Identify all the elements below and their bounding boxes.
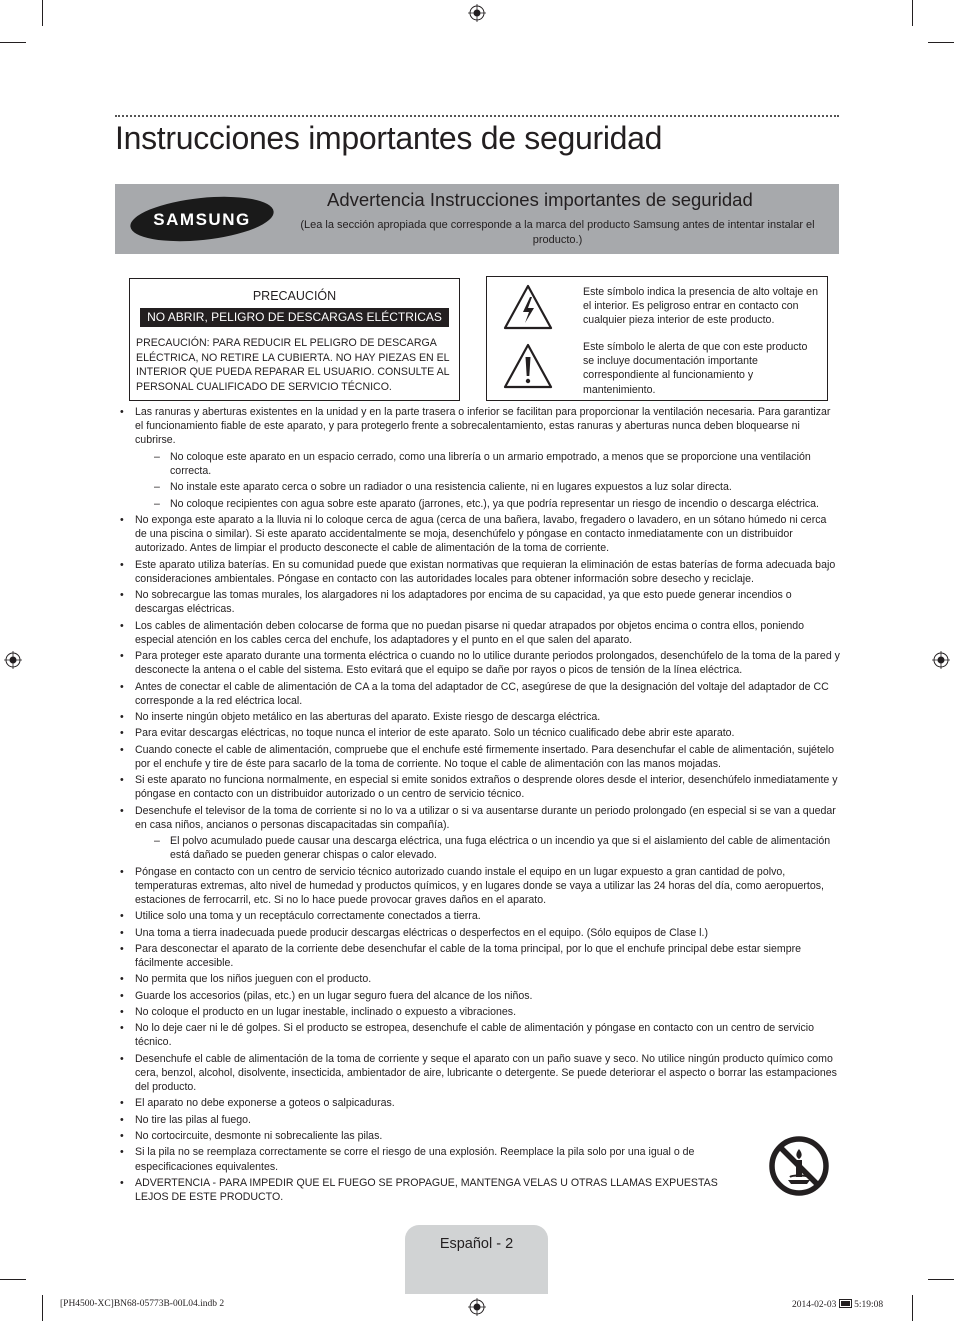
list-item: • Este aparato utiliza baterías. En su comunidad puede que existan normativas que requieran la eliminación de estas baterías de forma adecuada bajo consideraciones ambientales. Póngase en contacto con las autoridades locales para obtener información sobre desecho y reciclaje. [120,558,840,586]
list-item: • Antes de conectar el cable de alimentación de CA a la toma del adaptador de CC, asegúrese de que la designación del voltaje del adaptador de CC corresponde a la red eléctrica local. [120,680,840,708]
high-voltage-icon [503,284,553,330]
page-number-label: Español - 2 [439,1236,514,1252]
list-item: • Cuando conecte el cable de alimentación, compruebe que el enchufe esté firmemente insertado. Para desenchufar el cable de alimentación, sujételo por el enchufe y tire de éste para sacarlo de la toma de corriente. No toque el cable de alimentación con las manos mojadas. [120,743,840,771]
print-date: 2014-02-03 [792,1300,839,1310]
sub-list-item: – El polvo acumulado puede causar una descarga eléctrica, una fuga eléctrica o un incendio ya que si el aislamiento del cable de alimentación está dañado se pueden generar chispas o calor elevado. [135,834,840,862]
list-item: • Los cables de alimentación deben colocarse de forma que no puedan pisarse ni quedar atrapados por objetos encima o contra ellos, poniendo especial atención en los cables cerca del enchufe, los adaptadores y el punto en el que salen del aparato. [120,619,840,647]
page-title: Instrucciones importantes de seguridad [115,120,663,156]
caution-bar: NO ABRIR, PELIGRO DE DESCARGAS ELÉCTRICAS [140,308,449,327]
caution-box [129,278,460,401]
print-timestamp [792,1299,883,1310]
list-item: • No tire las pilas al fuego. [120,1113,840,1127]
symbol-text-voltage: Este símbolo indica la presencia de alto voltaje en el interior. Es peligroso entrar en contacto con cualquier pieza interior de este producto. [583,286,818,327]
list-item: • Si la pila no se reemplaza correctamente se corre el riesgo de una explosión. Reemplace la pila solo por una igual o de especificaciones equivalentes. [120,1145,745,1173]
list-item: • Desenchufe el cable de alimentación de la toma de corriente y seque el aparato con un paño suave y seco. No utilice ningún producto químico como cera, benzol, alcohol, disolvente, insecticida, ambientador de aire, lubricante o detergente. Se puede deteriorar el aspecto o borrar las estampaciones del producto. [120,1052,840,1095]
caution-text: PRECAUCIÓN: PARA REDUCIR EL PELIGRO DE DESCARGA ELÉCTRICA, NO RETIRE LA CUBIERTA. NO HAY PIEZAS EN EL INTERIOR QUE PUEDA REPARAR EL USUARIO. CONSULTE AL PERSONAL CUALIFICADO DE SERVICIO TÉCNICO. [136,337,450,393]
safety-list-container [120,405,840,1206]
list-item: • Una toma a tierra inadecuada puede producir descargas eléctricas o desperfectos en el equipo. (Sólo equipos de Clase l.) [120,926,840,940]
list-item: • Póngase en contacto con un centro de servicio técnico autorizado cuando instale el equipo en un lugar expuesto a gran cantidad de polvo, temperaturas extremas, alto nivel de humedad y productos químicos, y en lugares donde se vaya a utilizar las 24 horas del día, como aeropuertos, estaciones de ferrocarril, etc. Si no lo hace puede provocar graves daños en el aparato. [120,865,840,908]
list-item: • No inserte ningún objeto metálico en las aberturas del aparato. Existe riesgo de descarga eléctrica. [120,710,840,724]
registration-mark-icon [932,651,950,669]
caution-title: PRECAUCIÓN [252,289,337,303]
no-candle-icon [768,1135,830,1197]
crop-mark [912,1295,913,1321]
crop-mark [42,0,43,26]
list-item: • Para desconectar el aparato de la corriente debe desenchufar el cable de la toma principal, por lo que el enchufe principal debe estar siempre fácilmente accesible. [120,942,840,970]
list-item: • Para evitar descargas eléctricas, no toque nunca el interior de este aparato. Solo un técnico cualificado debe abrir este aparato. [120,726,840,740]
banner-title: Advertencia Instrucciones importantes de seguridad [327,189,753,210]
crop-mark [912,0,913,26]
sub-list-item: – No coloque recipientes con agua sobre este aparato (jarrones, etc.), ya que podría representar un riesgo de incendio o descarga eléctrica. [135,497,840,511]
list-item: • No coloque el producto en un lugar inestable, inclinado o expuesto a vibraciones. [120,1005,840,1019]
crop-mark [0,42,26,43]
sub-list-item: – No coloque este aparato en un espacio cerrado, como una librería o un armario empotrado, a menos que se proporcione una ventilación correcta. [135,450,840,478]
list-item: • No permita que los niños jueguen con el producto. [120,972,840,986]
list-item: • No sobrecargue las tomas murales, los alargadores ni los adaptadores por encima de su capacidad, ya que esto puede generar incendios o descargas eléctricas. [120,588,840,616]
crop-mark [42,1295,43,1321]
list-item: • Utilice solo una toma y un receptáculo correctamente conectados a tierra. [120,909,840,923]
sub-list [135,450,840,511]
sub-list-item: – No instale este aparato cerca o sobre un radiador o una resistencia caliente, ni en lugares expuestos a luz solar directa. [135,480,840,494]
list-item: • Las ranuras y aberturas existentes en la unidad y en la parte trasera o inferior se facilitan para proporcionar la ventilación necesaria. Para garantizar el funcionamiento fiable de este aparato, y para protegerlo frente a sobrecalentamiento, estas ranuras y aberturas nunca deben bloquearse ni cubrirse. – No coloque este aparato en un espacio cerrado, como una librería o un armario empotrado, a menos que se proporcione una ventilación correcta. – No instale este aparato cerca o sobre un radiador o una resistencia caliente, ni en lugares expuestos a luz solar directa. – No coloque recipientes con agua sobre este aparato (jarrones, etc.), ya que podría representar un riesgo de incendio o descarga eléctrica. [120,405,840,511]
list-item: • Guarde los accesorios (pilas, etc.) en un lugar seguro fuera del alcance de los niños. [120,989,840,1003]
symbol-text-documentation: Este símbolo le alerta de que con este producto se incluye documentación importante correspondiente al funcionamiento y mantenimiento. [583,341,808,396]
list-item: • Para proteger este aparato durante una tormenta eléctrica o cuando no lo utilice durante periodos prolongados, desenchúfelo de la toma de la pared y desconecte la antena o el cable del sistema. Esto evitará que el equipo se dañe por rayos o picos de tensión de la línea eléctrica. [120,649,840,677]
print-file-info: [PH4500-XC]BN68-05773B-00L04.indb 2 [60,1299,225,1309]
list-item: • No lo deje caer ni le dé golpes. Si el producto se estropea, desenchufe el cable de alimentación y póngase en contacto con un centro de servicio técnico. [120,1021,840,1049]
list-item: • Si este aparato no funciona normalmente, en especial si emite sonidos extraños o desprende olores desde el interior, desenchúfelo inmediatamente y póngase en contacto con un distribuidor autorizado o un centro de servicio técnico. [120,773,840,801]
list-item: • No exponga este aparato a la lluvia ni lo coloque cerca de agua (cerca de una bañera, lavabo, fregadero o lavadero, en un sótano húmedo ni cerca de una piscina o similar). Si este aparato accidentalmente se moja, desenchúfelo y póngase en contacto inmediatamente con un distribuidor autorizado. Antes de limpiar el producto desconecte el cable de alimentación de la toma de corriente. [120,513,840,556]
banner-subtitle: (Lea la sección apropiada que corresponde a la marca del producto Samsung antes de intentar instalar el producto.) [300,219,815,246]
registration-mark-icon [468,1298,486,1316]
registration-mark-icon [4,651,22,669]
list-item: • Desenchufe el televisor de la toma de corriente si no lo va a utilizar o si va ausentarse durante un periodo prolongado (en especial si se van a quedar en casa niños, ancianos o personas discapacitadas sin compañía). – El polvo acumulado puede causar una descarga eléctrica, una fuga eléctrica o un incendio ya que si el aislamiento del cable de alimentación está dañado se pueden generar chispas o calor elevado. [120,804,840,863]
list-item: • ADVERTENCIA - PARA IMPEDIR QUE EL FUEGO SE PROPAGUE, MANTENGA VELAS U OTRAS LLAMAS EXPUESTAS LEJOS DE ESTE PRODUCTO. [120,1176,745,1204]
symbols-box [486,276,828,401]
page-number-tab [405,1225,548,1294]
samsung-logo-text: SAMSUNG [153,210,251,229]
title-dotted-rule [115,115,839,117]
exclamation-warning-icon [503,343,553,389]
sub-list [135,834,840,862]
registration-mark-icon [468,4,486,22]
list-item: • No cortocircuite, desmonte ni sobrecaliente las pilas. [120,1129,840,1143]
list-item: • El aparato no debe exponerse a goteos o salpicaduras. [120,1096,840,1110]
crop-mark [0,1279,26,1280]
warning-banner [115,184,839,254]
crop-mark [928,42,954,43]
crop-mark [928,1279,954,1280]
calendar-icon [839,1299,852,1308]
print-time: 5:19:08 [854,1300,884,1310]
samsung-logo [128,194,276,244]
safety-list [120,405,840,1204]
